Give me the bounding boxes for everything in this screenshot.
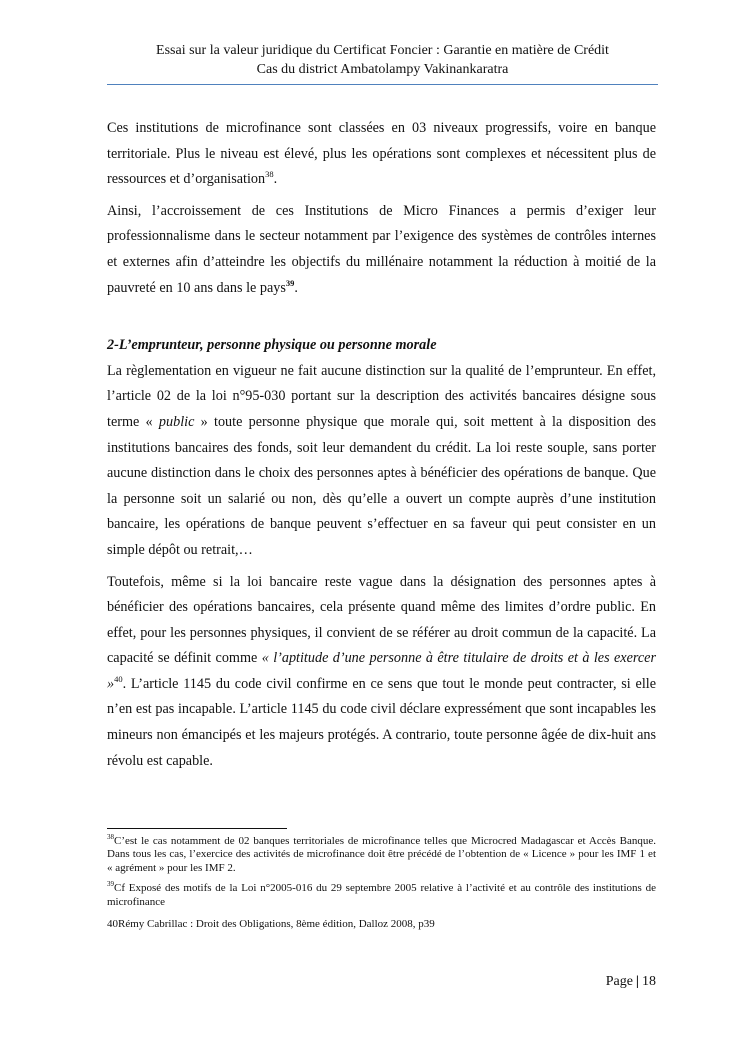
paragraph: [107, 116, 656, 193]
footnote-39: [107, 882, 656, 909]
paragraph-text: Toutefois, même si la loi bancaire reste vague dans la désignation des personnes aptes à bénéficier des opérations bancaires, cela présente quand même des limites d’ordre public. En effet, pour les personnes physiques, il convient de se référer au droit commun de la capacité. La capacité se définit comme: [107, 573, 656, 667]
footnote-ref[interactable]: 40: [114, 673, 123, 684]
footnote-number: 38: [107, 833, 114, 841]
footnote-ref[interactable]: 39: [285, 277, 295, 288]
punctuation: .: [294, 279, 298, 296]
footnote-text: C’est le cas notamment de 02 banques territoriales de microfinance telles que Microcred Madagascar et Accès Banque. Dans tous les cas, l’exercice des activités de microfinance doit être précédé de l’obtention de « Licence » pour les IMF 1 et « agrément » pour les IMF 2.: [107, 835, 656, 874]
footnote-number: 39: [107, 880, 114, 889]
footnote-40: 40Rémy Cabrillac : Droit des Obligations, 8ème édition, Dalloz 2008, p39: [107, 918, 435, 931]
paragraph: [107, 359, 656, 564]
italic-quote: « l’aptitude d’une personne à être titulaire de droits et à les exercer »: [107, 650, 656, 692]
footnote-38: [107, 835, 656, 875]
paragraph-text: Ces institutions de microfinance sont classées en 03 niveaux progressifs, voire en banque territoriale. Plus le niveau est élevé, plus les opérations sont complexes et nécessitent plus de ressources et d’organisation: [107, 120, 656, 188]
paragraph-text: . L’article 1145 du code civil confirme en ce sens que tout le monde peut contracter, si elle n’en est pas incapable. L’article 1145 du code civil déclare expressément que sont incapables les mineurs non émancipés et les majeurs protégés. A contrario, toute personne âgée de dix-huit ans révolu est capable.: [107, 675, 656, 769]
paragraph-text: Ainsi, l’accroissement de ces Institutions de Micro Finances a permis d’exiger leur professionnalisme dans le secteur notamment par l’exigence des systèmes de contrôles internes et externes afin d’atteindre les objectifs du millénaire notamment la réduction à moitié de la pauvreté en 10 ans dans le pays: [107, 202, 656, 296]
italic-term: public: [158, 413, 195, 430]
page-number-value: 18: [642, 974, 656, 989]
paragraph-text: La règlementation en vigueur ne fait aucune distinction sur la qualité de l’emprunteur. En effet, l’article 02 de la loi n°95-030 portant sur la description des activités bancaires désigne sous terme «: [107, 362, 656, 430]
page-header: [107, 41, 658, 79]
punctuation: .: [273, 171, 278, 188]
footnote-divider: [107, 828, 287, 829]
footnote-text: Cf Exposé des motifs de la Loi n°2005-016 du 29 septembre 2005 relative à l’activité et au contrôle des institutions de microfinance: [107, 882, 656, 908]
paragraph-text: » toute personne physique que morale qui, soit mettent à la disposition des institutions bancaires des fonds, soit leur demandent du crédit. La loi reste souple, sans porter aucune distinction dans le choix des personnes aptes à bénéficier des opérations de banque. Que la personne soit un salarié ou non, dès qu’elle a ouvert un compte auprès d’une institution bancaire, les opérations de banque peuvent s’effectuer en sa faveur qui peut consister en un simple dépôt ou retrait,…: [107, 413, 657, 558]
page-number: [606, 974, 656, 990]
document-body: [107, 116, 656, 774]
paragraph: [107, 199, 656, 301]
section-heading: 2-L’emprunteur, personne physique ou personne morale: [107, 337, 437, 354]
footnotes: [107, 835, 656, 938]
paragraph: [107, 570, 656, 775]
footnote-ref[interactable]: 38: [265, 169, 274, 180]
page-separator: |: [635, 974, 639, 989]
header-title-line1: Essai sur la valeur juridique du Certificat Foncier : Garantie en matière de Crédit: [156, 43, 609, 58]
page-label: Page: [605, 974, 633, 989]
header-title-line2: Cas du district Ambatolampy Vakinankaratra: [256, 62, 509, 77]
header-divider: [107, 84, 658, 85]
